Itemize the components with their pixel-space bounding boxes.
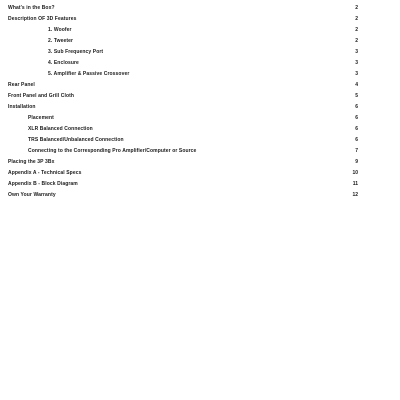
toc-entry[interactable] [8, 14, 358, 25]
toc-entry[interactable] [8, 157, 358, 168]
toc-entry-page-number: 6 [355, 126, 358, 132]
toc-entry[interactable] [8, 36, 358, 47]
table-of-contents [8, 3, 358, 201]
toc-entry-page-number: 6 [355, 115, 358, 121]
toc-entry-title: Connecting to the Corresponding Pro Amplifier/Computer or Source [28, 148, 197, 154]
toc-entry-page-number: 6 [355, 137, 358, 143]
toc-entry[interactable] [8, 91, 358, 102]
toc-entry-title: Appendix A - Technical Specs [8, 170, 82, 176]
toc-entry-title: TRS Balanced/Unbalanced Connection [28, 137, 124, 143]
toc-entry-page-number: 7 [355, 148, 358, 154]
toc-entry[interactable] [8, 25, 358, 36]
toc-entry-page-number: 3 [355, 71, 358, 77]
toc-entry-page-number: 12 [352, 192, 358, 198]
toc-entry-title: Appendix B - Block Diagram [8, 181, 78, 187]
toc-entry-title: 1. Woofer [48, 27, 72, 33]
toc-entry-title: Rear Panel [8, 82, 35, 88]
toc-entry-title: Own Your Warranty [8, 192, 56, 198]
toc-entry-title: What's in the Box? [8, 5, 55, 11]
toc-entry[interactable] [8, 69, 358, 80]
toc-entry-page-number: 2 [355, 5, 358, 11]
toc-entry-page-number: 2 [355, 38, 358, 44]
toc-entry-page-number: 9 [355, 159, 358, 165]
toc-entry[interactable] [8, 135, 358, 146]
toc-entry[interactable] [8, 168, 358, 179]
toc-entry-title: Placing the 3P 3Bx [8, 159, 55, 165]
toc-entry[interactable] [8, 113, 358, 124]
toc-entry-title: Front Panel and Grill Cloth [8, 93, 75, 99]
toc-entry-page-number: 2 [355, 16, 358, 22]
toc-entry-title: Description OF 3D Features [8, 16, 77, 22]
toc-entry[interactable] [8, 124, 358, 135]
toc-entry[interactable] [8, 80, 358, 91]
toc-entry-title: 3. Sub Frequency Port [48, 49, 104, 55]
toc-entry[interactable] [8, 146, 358, 157]
toc-entry-title: 2. Tweeter [48, 38, 74, 44]
toc-entry-page-number: 2 [355, 27, 358, 33]
toc-entry-page-number: 10 [352, 170, 358, 176]
toc-entry-page-number: 6 [355, 104, 358, 110]
toc-entry[interactable] [8, 58, 358, 69]
toc-entry[interactable] [8, 190, 358, 201]
toc-entry-title: Installation [8, 104, 36, 110]
toc-entry[interactable] [8, 3, 358, 14]
toc-entry[interactable] [8, 102, 358, 113]
toc-entry-page-number: 5 [355, 93, 358, 99]
toc-entry-title: XLR Balanced Connection [28, 126, 93, 132]
toc-entry-title: 5. Amplifier & Passive Crossover [48, 71, 130, 77]
toc-entry-page-number: 3 [355, 60, 358, 66]
toc-entry-title: 4. Enclosure [48, 60, 79, 66]
toc-entry-page-number: 11 [352, 181, 358, 187]
toc-entry[interactable] [8, 179, 358, 190]
toc-entry-page-number: 4 [355, 82, 358, 88]
toc-entry-page-number: 3 [355, 49, 358, 55]
toc-entry-title: Placement [28, 115, 54, 121]
toc-entry[interactable] [8, 47, 358, 58]
